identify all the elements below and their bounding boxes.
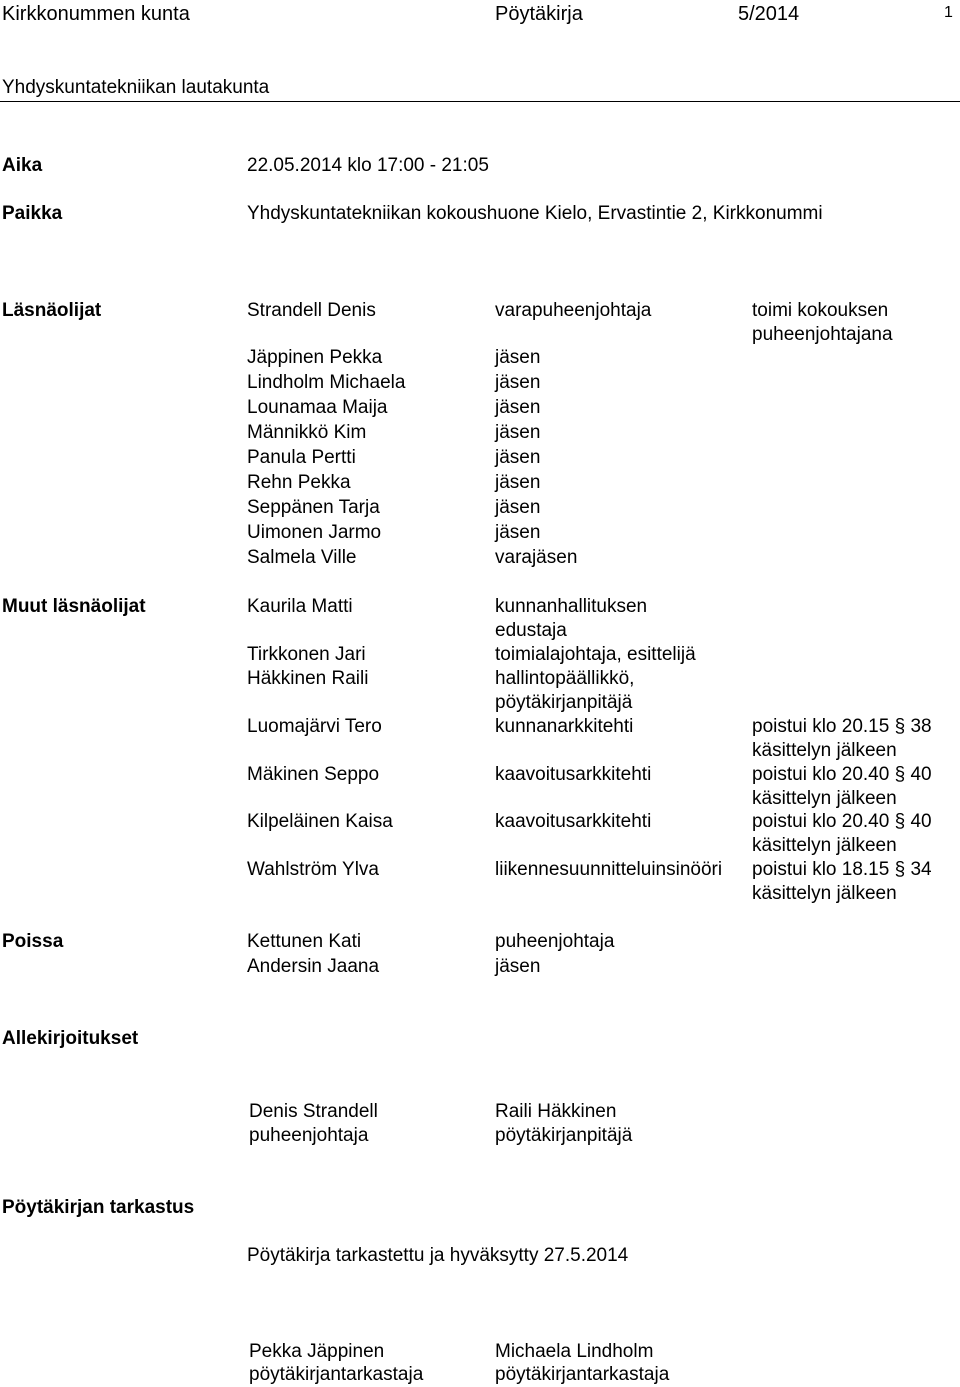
attendee-role: jäsen xyxy=(495,397,541,418)
other-name: Häkkinen Raili xyxy=(247,668,369,689)
absent-role: puheenjohtaja xyxy=(495,931,615,952)
attendee-role: varapuheenjohtaja xyxy=(495,300,652,321)
others-label: Muut läsnäolijat xyxy=(2,596,146,617)
attendee-role: jäsen xyxy=(495,522,541,543)
attendee-name: Rehn Pekka xyxy=(247,472,351,493)
other-note-cont: käsittelyn jälkeen xyxy=(752,883,897,904)
signatures-label: Allekirjoitukset xyxy=(2,1028,139,1049)
signer-name: Denis Strandell xyxy=(249,1101,378,1122)
attendee-name: Panula Pertti xyxy=(247,447,356,468)
other-name: Mäkinen Seppo xyxy=(247,764,380,785)
reviewer-role: pöytäkirjantarkastaja xyxy=(249,1364,424,1385)
attendee-name: Salmela Ville xyxy=(247,547,357,568)
review-label: Pöytäkirjan tarkastus xyxy=(2,1197,195,1218)
place-label: Paikka xyxy=(2,203,63,224)
other-role-cont: edustaja xyxy=(495,620,567,641)
other-note-cont: käsittelyn jälkeen xyxy=(752,788,897,809)
other-role-cont: pöytäkirjanpitäjä xyxy=(495,692,633,713)
document-number: 5/2014 xyxy=(738,3,800,25)
attendee-role: jäsen xyxy=(495,372,541,393)
other-note: poistui klo 20.40 § 40 xyxy=(752,811,932,832)
reviewer-name: Pekka Jäppinen xyxy=(249,1341,385,1362)
other-note: poistui klo 20.40 § 40 xyxy=(752,764,932,785)
attendee-note-cont: puheenjohtajana xyxy=(752,324,893,345)
attendee-role: jäsen xyxy=(495,472,541,493)
present-label: Läsnäolijat xyxy=(2,300,102,321)
signer-role: puheenjohtaja xyxy=(249,1125,369,1146)
signer-role: pöytäkirjanpitäjä xyxy=(495,1125,633,1146)
other-note: poistui klo 20.15 § 38 xyxy=(752,716,932,737)
attendee-name: Männikkö Kim xyxy=(247,422,367,443)
attendee-name: Strandell Denis xyxy=(247,300,376,321)
reviewer-name: Michaela Lindholm xyxy=(495,1341,654,1362)
attendee-role: jäsen xyxy=(495,497,541,518)
attendee-name: Uimonen Jarmo xyxy=(247,522,382,543)
other-name: Kilpeläinen Kaisa xyxy=(247,811,393,832)
other-note-cont: käsittelyn jälkeen xyxy=(752,740,897,761)
attendee-role: varajäsen xyxy=(495,547,578,568)
attendee-name: Jäppinen Pekka xyxy=(247,347,383,368)
header-divider xyxy=(0,101,960,102)
document-type: Pöytäkirja xyxy=(495,3,583,25)
other-name: Kaurila Matti xyxy=(247,596,353,617)
other-role: toimialajohtaja, esittelijä xyxy=(495,644,696,665)
other-role: hallintopäällikkö, xyxy=(495,668,635,689)
time-label: Aika xyxy=(2,155,43,176)
absent-role: jäsen xyxy=(495,956,541,977)
page-number: 1 xyxy=(944,4,953,21)
time-value: 22.05.2014 klo 17:00 - 21:05 xyxy=(247,155,489,176)
attendee-name: Seppänen Tarja xyxy=(247,497,380,518)
signer-name: Raili Häkkinen xyxy=(495,1101,617,1122)
other-name: Tirkkonen Jari xyxy=(247,644,366,665)
absent-name: Andersin Jaana xyxy=(247,956,380,977)
board-name: Yhdyskuntatekniikan lautakunta xyxy=(2,77,270,98)
attendee-role: jäsen xyxy=(495,347,541,368)
other-role: kaavoitusarkkitehti xyxy=(495,764,652,785)
absent-label: Poissa xyxy=(2,931,64,952)
attendee-note: toimi kokouksen xyxy=(752,300,889,321)
other-note-cont: käsittelyn jälkeen xyxy=(752,835,897,856)
review-statement: Pöytäkirja tarkastettu ja hyväksytty 27.5.2014 xyxy=(247,1245,629,1266)
other-role: kunnanarkkitehti xyxy=(495,716,634,737)
other-name: Luomajärvi Tero xyxy=(247,716,382,737)
attendee-role: jäsen xyxy=(495,422,541,443)
other-note: poistui klo 18.15 § 34 xyxy=(752,859,932,880)
reviewer-role: pöytäkirjantarkastaja xyxy=(495,1364,670,1385)
attendee-name: Lounamaa Maija xyxy=(247,397,388,418)
other-name: Wahlström Ylva xyxy=(247,859,379,880)
absent-name: Kettunen Kati xyxy=(247,931,362,952)
municipality-name: Kirkkonummen kunta xyxy=(2,3,190,25)
attendee-name: Lindholm Michaela xyxy=(247,372,406,393)
attendee-role: jäsen xyxy=(495,447,541,468)
other-role: kaavoitusarkkitehti xyxy=(495,811,652,832)
other-role: liikennesuunnitteluinsinööri xyxy=(495,859,723,880)
place-value: Yhdyskuntatekniikan kokoushuone Kielo, Ervastintie 2, Kirkkonummi xyxy=(247,203,823,224)
other-role: kunnanhallituksen xyxy=(495,596,648,617)
